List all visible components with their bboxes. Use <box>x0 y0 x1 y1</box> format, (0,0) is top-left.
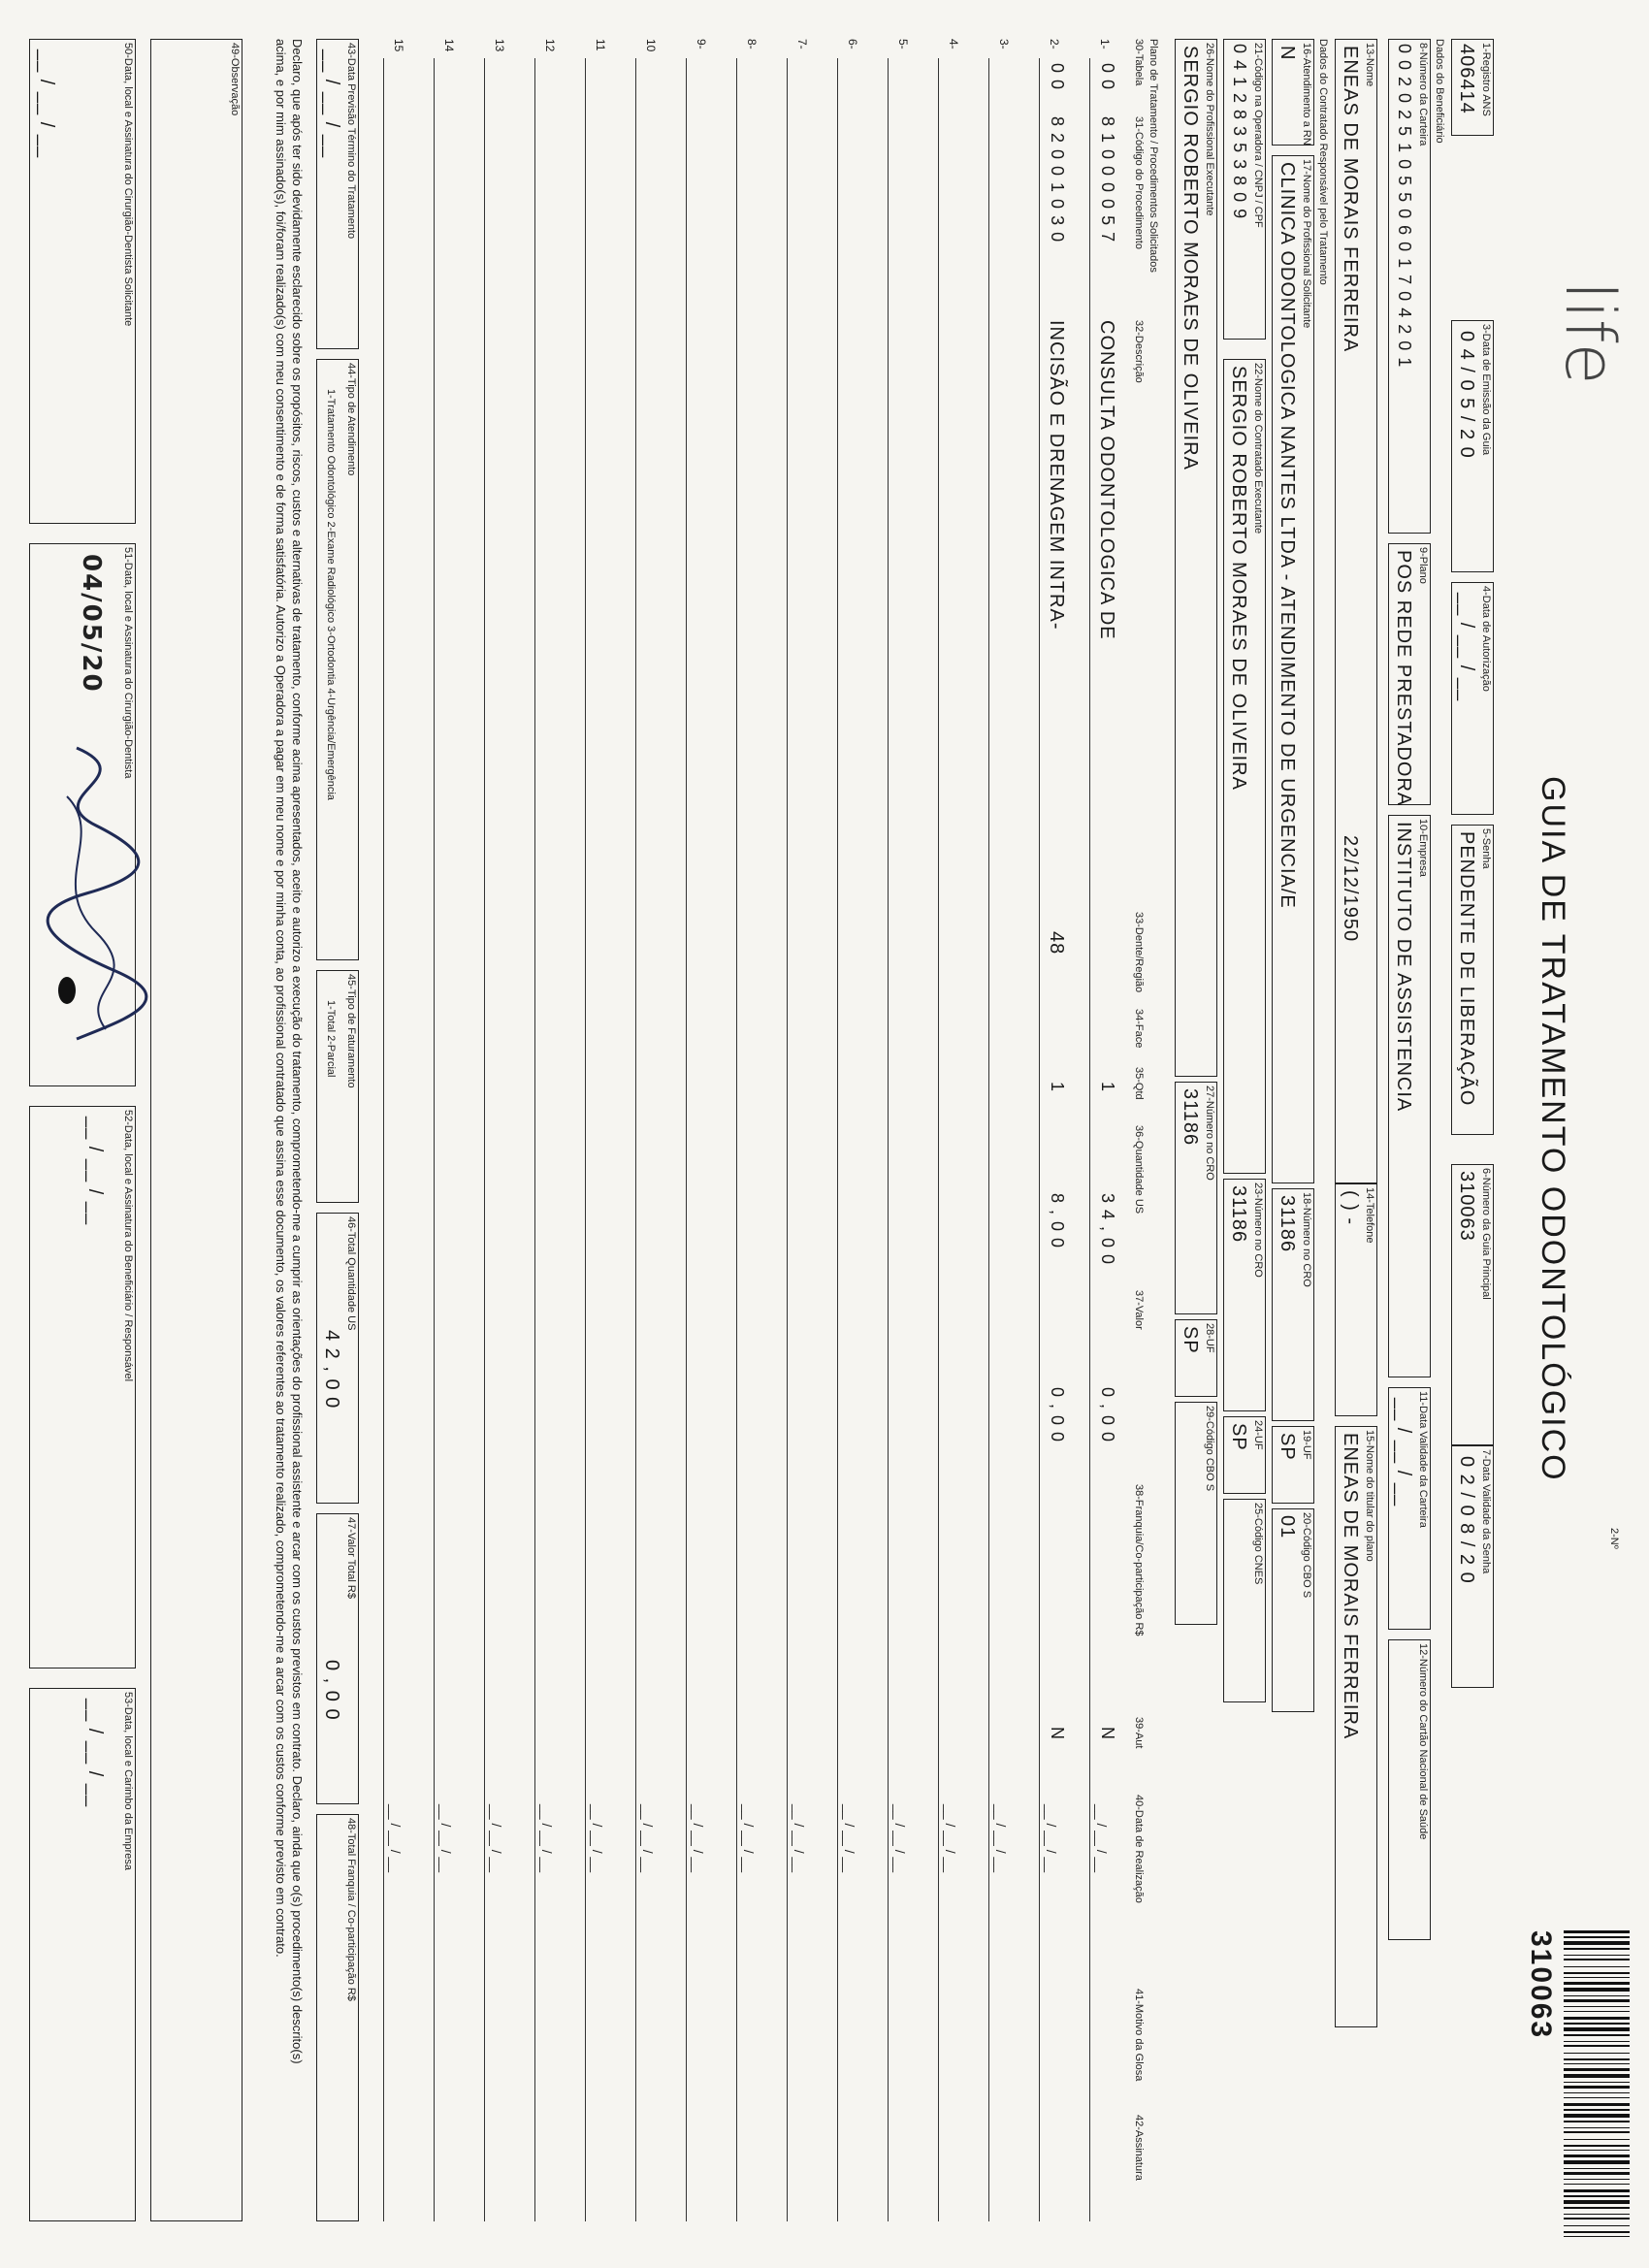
uf24-field: 24-UF SP <box>1223 1416 1266 1494</box>
row-number: 8- <box>745 39 759 49</box>
row-date: __ / __ / __ <box>892 1804 908 1873</box>
cnpj-field: 21-Código na Operadora / CNPJ / CPF 0 4 1 2 8 3 5 3 8 0 9 <box>1223 39 1266 340</box>
row-code: 8 2 0 0 1 0 3 0 <box>1048 116 1067 243</box>
total-value-field: 47-Valor Total R$ 0 , 0 0 <box>316 1513 359 1804</box>
cns-field: 12-Número do Cartão Nacional de Saúde <box>1388 1639 1431 1940</box>
table-row <box>1039 58 1040 2221</box>
signature-53-field: 53-Data, local e Carimbo da Empresa __ / __ / __ <box>29 1688 136 2221</box>
row-us: 8 , 0 0 <box>1048 1193 1067 1249</box>
row-number: 12 <box>543 39 557 52</box>
table-row <box>837 58 838 2221</box>
column-header: 32-Descrição <box>1133 320 1145 383</box>
row-number: 1- <box>1098 39 1112 49</box>
row-code: 8 1 0 0 0 0 5 7 <box>1098 116 1117 243</box>
row-qty: 1 <box>1098 1082 1117 1093</box>
row-number: 4- <box>947 39 960 49</box>
row-date: __ / __ / __ <box>691 1804 706 1873</box>
requesting-professional-field: 17-Nome do Profissional Solicitante CLINICA ODONTOLOGICA NANTES LTDA - ATENDIMENTO DE URGENCIA/E <box>1272 155 1314 1183</box>
row-value: 0 , 0 0 <box>1098 1387 1117 1443</box>
row-date: __ / __ / __ <box>842 1804 857 1873</box>
signature-52-field: 52-Data, local e Assinatura do Beneficiário / Responsável __ / __ / __ <box>29 1106 136 1669</box>
phone-field: 14-Telefone ( ) - <box>1335 1183 1377 1416</box>
total-franchise-field: 48-Total Franquia / Co-participação R$ <box>316 1814 359 2221</box>
ans-field: 1-Registro ANS 406414 <box>1451 39 1494 136</box>
billing-type-field: 45-Tipo de Faturamento 1-Total 2-Parcial <box>316 970 359 1203</box>
row-date: __ / __ / __ <box>489 1804 504 1873</box>
row-number: 13 <box>493 39 506 52</box>
cro23-field: 23-Número no CRO 31186 <box>1223 1179 1266 1411</box>
contractor-section: Dados do Contratado Responsável pelo Tratamento <box>1317 39 1329 285</box>
column-header: 34-Face <box>1133 1009 1145 1049</box>
procedures-section: Plano de Tratamento / Procedimentos Solicitados <box>1148 39 1159 273</box>
cro18-field: 18-Número no CRO 31186 <box>1272 1188 1314 1421</box>
beneficiary-section: Dados do Beneficiário <box>1434 39 1445 144</box>
table-row <box>434 58 435 2221</box>
main-guide-field: 6-Número da Guia Principal 310063 <box>1451 1164 1494 1445</box>
service-type-field: 44-Tipo de Atendimento 1-Tratamento Odontológico 2-Exame Radiológico 3-Ortodontia 4-Urgência/Emergência <box>316 359 359 960</box>
column-header: 42-Assinatura <box>1133 2115 1145 2181</box>
row-table: 0 0 <box>1048 63 1067 91</box>
row-number: 3- <box>997 39 1011 49</box>
life-logo: life <box>1550 281 1630 385</box>
cbo20-field: 20-Código CBO S 01 <box>1272 1508 1314 1712</box>
row-description: INCISÃO E DRENAGEM INTRA- <box>1046 320 1067 631</box>
plan-field: 9-Plano POS REDE PRESTADORA <box>1388 543 1431 805</box>
table-row <box>484 58 485 2221</box>
table-row <box>787 58 788 2221</box>
cbo29-field: 29-Código CBO S <box>1175 1402 1217 1625</box>
row-number: 2- <box>1048 39 1061 49</box>
column-header: 39-Aut <box>1133 1717 1145 1749</box>
column-header: 40-Data de Realização <box>1133 1795 1145 1903</box>
executing-professional-field: 26-Nome do Profissional Executante SERGIO ROBERTO MORAES DE OLIVEIRA <box>1175 39 1217 1077</box>
row-description: CONSULTA ODONTOLOGICA DE <box>1096 320 1117 640</box>
password-validity-field: 7-Data Validade da Senha 0 2 / 0 8 / 2 0 <box>1451 1445 1494 1688</box>
name-field: 13-Nome ENEAS DE MORAIS FERREIRA 22/12/1950 <box>1335 39 1377 1183</box>
row-date: __ / __ / __ <box>792 1804 807 1873</box>
table-row <box>888 58 889 2221</box>
row-tooth: 48 <box>1046 931 1067 956</box>
emission-date-field: 3-Data de Emissão da Guia 0 4 / 0 5 / 2 0 <box>1451 320 1494 572</box>
card-number-field: 8-Número da Carteira 0 0 2 0 2 5 1 0 5 5 0 6 0 1 7 0 4 2 0 1 <box>1388 39 1431 534</box>
row-table: 0 0 <box>1098 63 1117 91</box>
row-number: 10 <box>644 39 658 52</box>
uf19-field: 19-UF SP <box>1272 1426 1314 1504</box>
table-row <box>383 58 384 2221</box>
observation-field: 49-Observação <box>150 39 242 2221</box>
table-row <box>585 58 586 2221</box>
signature-50-field: 50-Data, local e Assinatura do Cirurgião-Dentista Solicitante __ / __ / __ <box>29 39 136 524</box>
row-value: 0 , 0 0 <box>1048 1387 1067 1443</box>
row-number: 5- <box>896 39 910 49</box>
row-number: 6- <box>846 39 859 49</box>
total-us-field: 46-Total Quantidade US 4 2 , 0 0 <box>316 1213 359 1504</box>
column-header: 37-Valor <box>1133 1290 1145 1330</box>
row-date: __ / __ / __ <box>438 1804 454 1873</box>
column-header: 41-Motivo da Glosa <box>1133 1989 1145 2082</box>
authorization-date-field: 4-Data de Autorização __ / __ / __ <box>1451 582 1494 815</box>
table-row <box>686 58 687 2221</box>
uf28-field: 28-UF SP <box>1175 1319 1217 1397</box>
row-number: 14 <box>442 39 456 52</box>
card-validity-field: 11-Data Validade da Carteira __ / __ / __ <box>1388 1387 1431 1630</box>
row-date: __ / __ / __ <box>943 1804 958 1873</box>
row-date: __ / __ / __ <box>640 1804 656 1873</box>
row-us: 3 4 , 0 0 <box>1098 1193 1117 1266</box>
row-date: __ / __ / __ <box>1094 1804 1110 1873</box>
barcode-icon <box>1564 1930 1630 2251</box>
table-row <box>534 58 535 2221</box>
row-aut: N <box>1048 1727 1067 1740</box>
password-field: 5-Senha PENDENTE DE LIBERAÇÃO <box>1451 825 1494 1135</box>
row-date: __ / __ / __ <box>590 1804 605 1873</box>
table-row <box>635 58 636 2221</box>
column-header: 36-Quantidade US <box>1133 1125 1145 1215</box>
handwritten-signature-icon <box>28 738 164 1049</box>
column-header: 38-Franquia/Co-participação R$ <box>1133 1484 1145 1636</box>
signature-51-field: 51-Data, local e Assinatura do Cirurgião-Dentista 04/05/20 <box>29 543 136 1086</box>
guide-number: 310063 <box>1525 1930 1557 2040</box>
row-date: __ / __ / __ <box>539 1804 555 1873</box>
table-row <box>988 58 989 2221</box>
column-header: 31-Código do Procedimento <box>1133 116 1145 249</box>
table-row <box>938 58 939 2221</box>
row-number: 7- <box>795 39 809 49</box>
column-header: 35-Qtd <box>1133 1067 1145 1100</box>
guide-number-label: 2-Nº <box>1608 1528 1620 1549</box>
row-number: 15 <box>392 39 405 52</box>
form-title: GUIA DE TRATAMENTO ODONTOLÓGICO <box>1535 776 1571 1482</box>
company-field: 10-Empresa INSTITUTO DE ASSISTENCIA <box>1388 815 1431 1377</box>
row-qty: 1 <box>1048 1082 1067 1093</box>
table-row <box>736 58 737 2221</box>
column-header: 30-Tabela <box>1133 39 1145 86</box>
row-aut: N <box>1098 1727 1117 1740</box>
column-header: 33-Dente/Região <box>1133 912 1145 993</box>
end-date-field: 43-Data Previsão Término do Tratamento __ / __ / __ <box>316 39 359 349</box>
cnes-field: 25-Código CNES <box>1223 1499 1266 1702</box>
table-row <box>1089 58 1090 2221</box>
row-date: __ / __ / __ <box>1044 1804 1059 1873</box>
declaration-text: Declaro, que após ter sido devidamente esclarecido sobre os propósitos, riscos, custos e alternativas de tratamento, conforme acima apresentados, aceito e autorizo a execução do tratamento, comprometendo-me a cumprir as orientações do profissional assistente e arcar com os custos previstos em contrato. Declaro, ainda que o(s) procedimento(s) descrito(s) acima, e por mim assinado(s), foi/foram realizado(s) com meu consentimento e de forma satisfatória. Autorizo a Operadora a pagar em meu nome e por minha conta, ao profissional contratado que assina esse documento, os valores referentes ao tratamento realizado, comprometendo-me a arcar com os custos conforme previsto em contrato. <box>274 39 305 2064</box>
cro27-field: 27-Número no CRO 31186 <box>1175 1082 1217 1314</box>
executing-contractor-field: 22-Nome do Contratado Executante SERGIO ROBERTO MORAES DE OLIVEIRA <box>1223 359 1266 1174</box>
rn-field: 16-Atendimento a RN N <box>1272 39 1314 146</box>
row-date: __ / __ / __ <box>741 1804 757 1873</box>
row-number: 11 <box>594 39 607 51</box>
signature-date-stamp: 04/05/20 <box>77 554 106 694</box>
row-number: 9- <box>695 39 708 49</box>
row-date: __ / __ / __ <box>993 1804 1009 1873</box>
holder-name-field: 15-Nome do titular do plano ENEAS DE MORAIS FERREIRA <box>1335 1426 1377 2027</box>
row-date: __ / __ / __ <box>388 1804 404 1873</box>
